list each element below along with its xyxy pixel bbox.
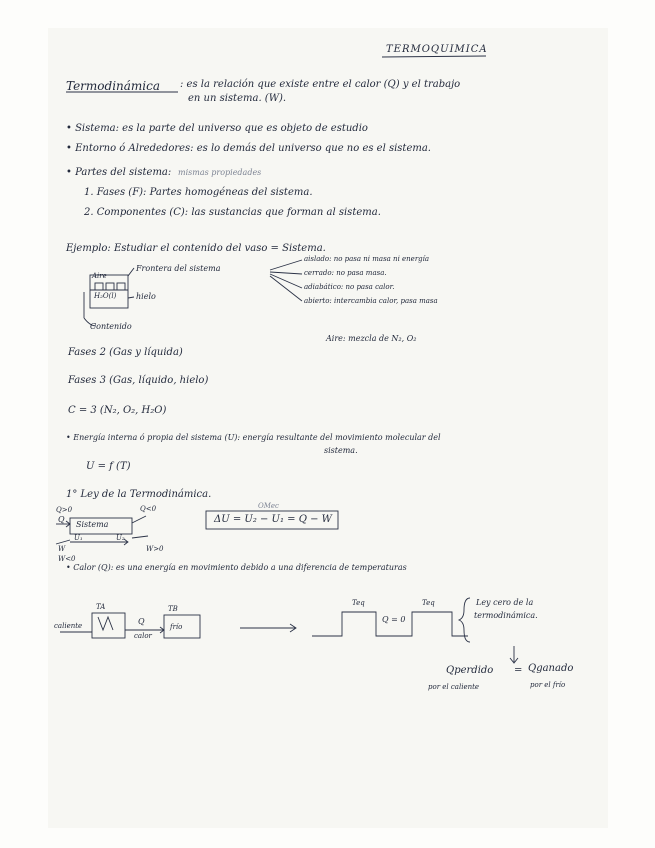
first-law-annotation: OMec bbox=[258, 502, 279, 510]
label-q-neg: Q<0 bbox=[140, 505, 157, 513]
label-teq-1: Teq bbox=[352, 599, 365, 607]
definition-term: Termodinámica bbox=[66, 79, 161, 93]
componentes-line: C = 3 (N₂, O₂, H₂O) bbox=[68, 405, 167, 416]
system-type-adiabatico: adiabático: no pasa calor. bbox=[304, 283, 395, 291]
bullet-sistema: • Sistema: es la parte del universo que es objeto de estudio bbox=[66, 123, 368, 134]
system-type-aislado: aislado: no pasa ni masa ni energía bbox=[304, 255, 430, 263]
label-q: Q bbox=[58, 515, 65, 524]
bullet-partes: • Partes del sistema: bbox=[66, 167, 172, 178]
label-w-pos: W>0 bbox=[146, 545, 164, 553]
label-heat-q: Q bbox=[138, 617, 145, 626]
first-law-formula: ΔU = U₂ − U₁ = Q − W bbox=[214, 514, 332, 525]
q-perdido: Qperdido bbox=[446, 665, 494, 676]
system-type-cerrado: cerrado: no pasa masa. bbox=[304, 269, 387, 277]
sketch-label-hielo: hielo bbox=[136, 292, 156, 301]
partes-componentes: 2. Componentes (C): las sustancias que forman al sistema. bbox=[84, 207, 381, 218]
label-u1: U₁ bbox=[74, 534, 83, 542]
title-underline bbox=[382, 56, 486, 57]
system-type-arrows bbox=[270, 260, 302, 301]
system-type-abierto: abierto: intercambia calor, pasa masa bbox=[304, 297, 438, 305]
label-teq-2: Teq bbox=[422, 599, 435, 607]
q-ganado: Qganado bbox=[528, 663, 574, 674]
definition-line-1: : es la relación que existe entre el calor (Q) y el trabajo bbox=[180, 79, 461, 90]
calor-line: • Calor (Q): es una energía en movimiento debido a una diferencia de temperaturas bbox=[66, 563, 407, 572]
ley-cero-line-2: termodinámica. bbox=[474, 611, 538, 620]
energia-formula: U = f (T) bbox=[86, 461, 131, 472]
fases-2-line: Fases 2 (Gas y líquida) bbox=[68, 347, 183, 358]
q-ganado-sub: por el frío bbox=[530, 681, 566, 689]
label-q-zero: Q = 0 bbox=[382, 615, 406, 624]
example-heading: Ejemplo: Estudiar el contenido del vaso = Sistema. bbox=[66, 243, 326, 254]
first-law-heading: 1° Ley de la Termodinámica. bbox=[66, 489, 212, 500]
label-ta: TA bbox=[96, 603, 106, 611]
label-tb: TB bbox=[168, 605, 178, 613]
partes-note: mismas propiedades bbox=[178, 168, 262, 177]
label-u2: U₂ bbox=[116, 534, 125, 542]
sketch-label-agua: H₂O(l) bbox=[94, 292, 117, 300]
page-title: TERMOQUIMICA bbox=[386, 44, 488, 55]
energia-line-1: • Energía interna ó propia del sistema (U): energía resultante del movimiento molecular del bbox=[66, 433, 441, 442]
sketch-label-frontera: Frontera del sistema bbox=[136, 264, 221, 273]
fases-3-line: Fases 3 (Gas, líquido, hielo) bbox=[68, 375, 209, 386]
ley-cero-line-1: Ley cero de la bbox=[476, 598, 534, 607]
label-w-neg: W<0 bbox=[58, 555, 76, 563]
q-equals: = bbox=[514, 665, 523, 676]
bullet-entorno: • Entorno ó Alrededores: es lo demás del universo que no es el sistema. bbox=[66, 143, 431, 154]
partes-fases: 1. Fases (F): Partes homogéneas del sistema. bbox=[84, 187, 313, 198]
definition-line-2: en un sistema. (W). bbox=[188, 93, 287, 104]
sketch-label-contenido: Contenido bbox=[90, 322, 132, 331]
label-caliente: caliente bbox=[54, 622, 83, 630]
aire-note: Aire: mezcla de N₂, O₂ bbox=[326, 334, 417, 343]
label-w: W bbox=[58, 545, 66, 553]
q-perdido-sub: por el caliente bbox=[428, 683, 480, 691]
label-q-pos: Q>0 bbox=[56, 506, 73, 514]
sketch-label-aire: Aire bbox=[92, 272, 107, 280]
label-sistema: Sistema bbox=[76, 520, 109, 529]
label-calor: calor bbox=[134, 632, 152, 640]
heat-transfer-sketch bbox=[60, 598, 518, 663]
label-frio: frío bbox=[170, 623, 183, 631]
energia-line-2: sistema. bbox=[324, 446, 358, 455]
